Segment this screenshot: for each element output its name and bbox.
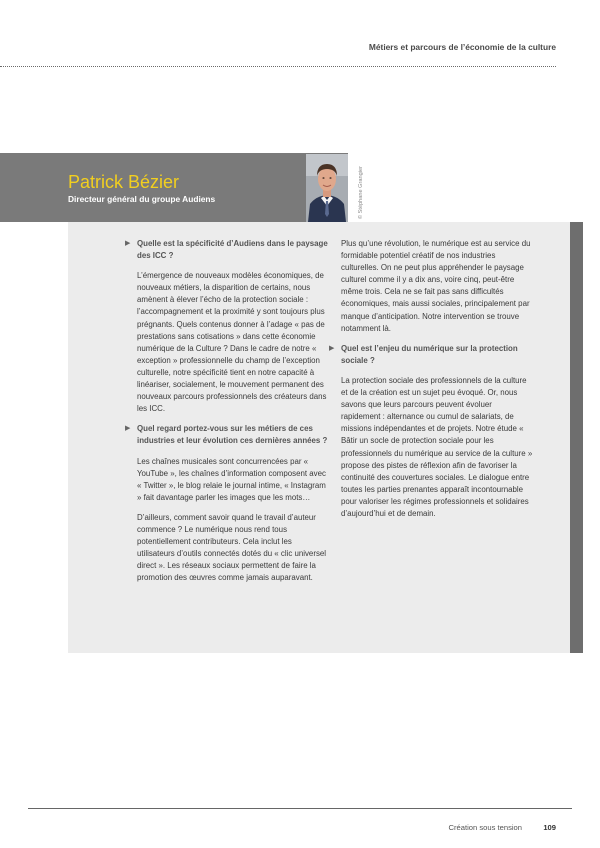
person-role: Directeur général du groupe Audiens [68, 194, 216, 204]
answer-2-paragraph-2: D’ailleurs, comment savoir quand le travail d’auteur commence ? Le numérique nous rend tous potentiellement contributeurs. Cela inclut les utilisateurs d’outils connectés dotés du « clic universel direct ». Les réseaux sociaux permettent de faire la promotion des œuvres comme jamais auparavant. [137, 512, 327, 583]
photo-credit: © Stéphane Grangier [358, 166, 364, 219]
person-name: Patrick Bézier [68, 172, 180, 192]
answer-2-paragraph-1: Les chaînes musicales sont concurrencées par « YouTube », les chaînes d’information composent avec « Twitter », le blog relaie le journal intime, « Instagram » fait davantage parler les images que les mots… [137, 456, 326, 502]
left-column [125, 238, 329, 592]
running-head: Métiers et parcours de l’économie de la culture [368, 42, 556, 52]
triangle-bullet-icon: ▶ [125, 425, 131, 433]
triangle-bullet-icon: ▶ [329, 344, 335, 352]
question-2-text: Quel regard portez-vous sur les métiers de ces industries et leur évolution ces dernières années ? [137, 424, 328, 446]
answer-1-paragraph: L’émergence de nouveaux modèles économiques, de nouveaux métiers, la disparition de certains, nous amènent à élever l’écho de la protection sociale : l’accompagnement et la proximité y sont toujours plus prégnants. Quels contenus donner à l’adage « pas de prestations sans cotisations » dans cette économie numérique de la Culture ? Dans le cadre de notre « exception » professionnelle du champ de l’exception culturelle, notre spécificité tient en notre capacité à linéariser, socialement, le mouvement permanent des nouveaux parcours professionnels des créateurs dans les ICC. [137, 271, 327, 414]
portrait-image [306, 154, 348, 222]
question-1 [125, 238, 329, 262]
triangle-bullet-icon: ▶ [125, 240, 131, 247]
answer-3-paragraph: La protection sociale des professionnels de la culture et de la création est un sujet peu évoqué. Or, nous savons que leurs parcours peuvent évoluer rapidement : alternance ou cumul de salariats, de missions indépendantes et de projets. Notre étude « Bâtir un socle de protection sociale pour les professionnels du numérique au service de la culture » propose des pistes de réflexion afin de favoriser la continuité des couvertures sociales. Le dialogue entre toutes les parties prenantes apparaît incontournable pour valoriser les régimes professionnels et solidaires d’aujourd’hui et de demain. [341, 375, 533, 518]
question-1-text: Quelle est la spécificité d’Audiens dans le paysage des ICC ? [137, 239, 328, 261]
side-accent-bar [570, 222, 583, 653]
question-2 [125, 423, 329, 447]
right-column [329, 238, 533, 528]
answer-2-continuation: Plus qu’une révolution, le numérique est au service du formidable potentiel créatif de nos industries culturelles. On ne peut plus appréhender le paysage culturel comme il y a dix ans, voire cinq, peut-être même trois. Cela ne se fait pas sans difficultés économiques, mais aussi sociales, principalement par manque d’anticipation. Notre intervention se trouve notamment là. [341, 239, 531, 333]
header-divider [0, 66, 556, 67]
footer-divider [28, 808, 572, 809]
page-number: 109 [543, 823, 556, 832]
footer-title: Création sous tension [448, 823, 522, 832]
portrait-photo [306, 154, 348, 222]
question-3 [329, 343, 533, 367]
question-3-text: Quel est l’enjeu du numérique sur la protection sociale ? [341, 343, 518, 365]
